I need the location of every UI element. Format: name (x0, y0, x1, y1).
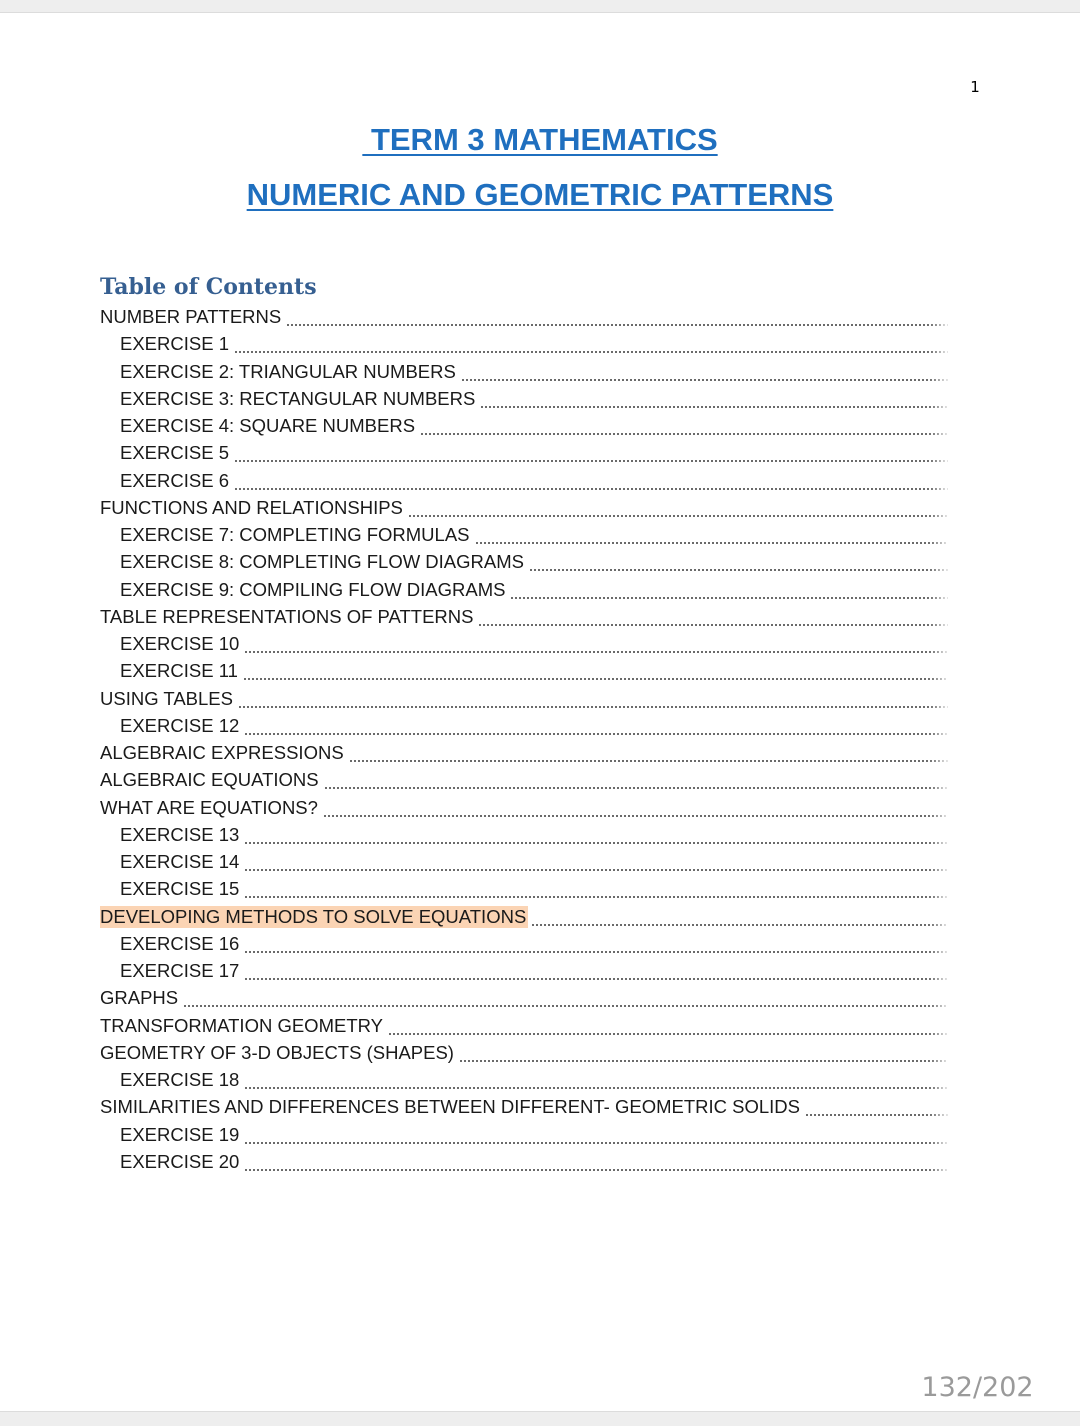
toc-entry-label: EXERCISE 7: COMPLETING FORMULAS (120, 524, 470, 545)
toc-entry-label: EXERCISE 12 (120, 715, 240, 736)
toc-entry-label: TRANSFORMATION GEOMETRY (100, 1015, 383, 1036)
toc-dot-leader (234, 488, 954, 490)
toc-entry-label: ALGEBRAIC EXPRESSIONS (100, 742, 344, 763)
toc-entry[interactable] (120, 551, 951, 578)
toc-entry-label: ALGEBRAIC EQUATIONS (100, 769, 319, 790)
toc-entry-label: GRAPHS (100, 987, 179, 1008)
toc-entry[interactable] (120, 1151, 952, 1178)
toc-dot-leader (244, 842, 955, 844)
toc-dot-leader (529, 569, 951, 571)
toc-entry-label: EXERCISE 9: COMPILING FLOW DIAGRAMS (120, 579, 506, 600)
toc-dot-leader (244, 1169, 952, 1171)
toc-dot-leader (478, 624, 951, 626)
toc-entry-label: EXERCISE 3: RECTANGULAR NUMBERS (120, 388, 476, 409)
page-counter: 132/202 (921, 1372, 1034, 1403)
toc-entry[interactable] (100, 987, 955, 1014)
toc-dot-leader (510, 597, 951, 599)
toc-entry-label: EXERCISE 8: COMPLETING FLOW DIAGRAMS (120, 551, 524, 572)
toc-entry-label: EXERCISE 17 (120, 960, 240, 981)
toc-entry[interactable] (100, 306, 968, 333)
toc-entry-label: SIMILARITIES AND DIFFERENCES BETWEEN DIFFERENT- GEOMETRIC SOLIDS (100, 1096, 801, 1117)
toc-dot-leader (244, 951, 955, 953)
toc-dot-leader (244, 1087, 955, 1089)
toc-dot-leader (461, 379, 960, 381)
toc-dot-leader (234, 460, 955, 462)
toc-dot-leader (244, 869, 955, 871)
toc-entry[interactable] (100, 1015, 955, 1042)
toc-entry[interactable] (100, 769, 955, 796)
toc-dot-leader (475, 542, 952, 544)
toc-dot-leader (244, 651, 952, 653)
toc-entry-label: NUMBER PATTERNS (100, 306, 282, 327)
toc-entry[interactable] (120, 524, 952, 551)
toc-entry[interactable] (100, 1096, 955, 1123)
toc-entry-label: EXERCISE 15 (120, 878, 240, 899)
toc-dot-leader (408, 515, 952, 517)
toc-entry-label: EXERCISE 11 (120, 660, 238, 681)
toc-entry[interactable] (120, 878, 955, 905)
toc-entry-label: EXERCISE 1 (120, 333, 229, 354)
toc-dot-leader (531, 924, 955, 926)
scroll-shadow (948, 285, 1000, 1285)
toc-entry[interactable] (120, 1069, 955, 1096)
toc-entry[interactable] (120, 933, 955, 960)
toc-entry-label: FUNCTIONS AND RELATIONSHIPS (100, 497, 403, 518)
toc-entry-label: EXERCISE 6 (120, 470, 229, 491)
toc-entry[interactable] (120, 824, 955, 851)
document-title (0, 122, 1080, 158)
toc-entry-label: DEVELOPING METHODS TO SOLVE EQUATIONS (100, 906, 527, 927)
toc-entry[interactable] (120, 960, 955, 987)
toc-entry-label: USING TABLES (100, 688, 233, 709)
document-title-text: TERM 3 MATHEMATICS (362, 122, 718, 157)
toc-entry[interactable] (120, 415, 956, 442)
toc-entry-label: WHAT ARE EQUATIONS? (100, 797, 318, 818)
toc-dot-leader (234, 351, 964, 353)
toc-dot-leader (244, 733, 954, 735)
toc-entry[interactable] (100, 497, 952, 524)
toc-entry-label: EXERCISE 18 (120, 1069, 240, 1090)
toc-dot-leader (388, 1033, 955, 1035)
toc-entry-label: EXERCISE 13 (120, 824, 240, 845)
toc-entry-label: EXERCISE 4: SQUARE NUMBERS (120, 415, 416, 436)
toc-entry[interactable] (120, 633, 952, 660)
toc-entry[interactable] (120, 1124, 954, 1151)
toc-entry[interactable] (100, 688, 954, 715)
toc-entry-label: EXERCISE 14 (120, 851, 240, 872)
toc-entry[interactable] (120, 851, 955, 878)
toc-entry[interactable] (120, 715, 954, 742)
toc-dot-leader (286, 324, 968, 326)
page-number: 1 (970, 78, 980, 96)
toc-entry[interactable] (100, 606, 951, 633)
toc-entry[interactable] (120, 361, 960, 388)
toc-dot-leader (244, 1142, 954, 1144)
toc-entry-label: EXERCISE 5 (120, 442, 229, 463)
toc-entry[interactable] (120, 388, 958, 415)
toc-entry-label: TABLE REPRESENTATIONS OF PATTERNS (100, 606, 474, 627)
toc-dot-leader (324, 787, 955, 789)
toc-entry[interactable] (100, 797, 955, 824)
toc-heading: Table of Contents (100, 274, 317, 300)
toc-entry-label: EXERCISE 10 (120, 633, 240, 654)
toc-entry[interactable] (120, 333, 964, 360)
toc-dot-leader (805, 1114, 955, 1116)
toc-entry[interactable] (120, 579, 951, 606)
document-subtitle (0, 177, 1080, 213)
toc-dot-leader (244, 896, 955, 898)
toc-dot-leader (459, 1060, 955, 1062)
toc-dot-leader (480, 406, 958, 408)
toc-entry-label: EXERCISE 19 (120, 1124, 240, 1145)
toc-dot-leader (323, 815, 955, 817)
toc-entry-label: EXERCISE 2: TRIANGULAR NUMBERS (120, 361, 456, 382)
toc-entry[interactable] (100, 1042, 955, 1069)
toc-entry[interactable] (100, 742, 954, 769)
toc-entry[interactable] (100, 906, 955, 933)
viewer-bottom-bar (0, 1411, 1080, 1426)
toc-dot-leader (183, 1005, 955, 1007)
toc-dot-leader (244, 978, 955, 980)
toc-entry[interactable] (120, 470, 954, 497)
toc-entry-label: EXERCISE 16 (120, 933, 240, 954)
document-subtitle-text: NUMERIC AND GEOMETRIC PATTERNS (246, 177, 834, 212)
viewer-top-bar (0, 0, 1080, 13)
toc-entry[interactable] (120, 442, 955, 469)
toc-entry-label: EXERCISE 20 (120, 1151, 240, 1172)
toc-dot-leader (238, 706, 954, 708)
toc-dot-leader (420, 433, 956, 435)
toc-dot-leader (349, 760, 954, 762)
toc-dot-leader (243, 678, 953, 680)
toc-entry[interactable] (120, 660, 953, 687)
toc-entry-label: GEOMETRY OF 3-D OBJECTS (SHAPES) (100, 1042, 454, 1063)
